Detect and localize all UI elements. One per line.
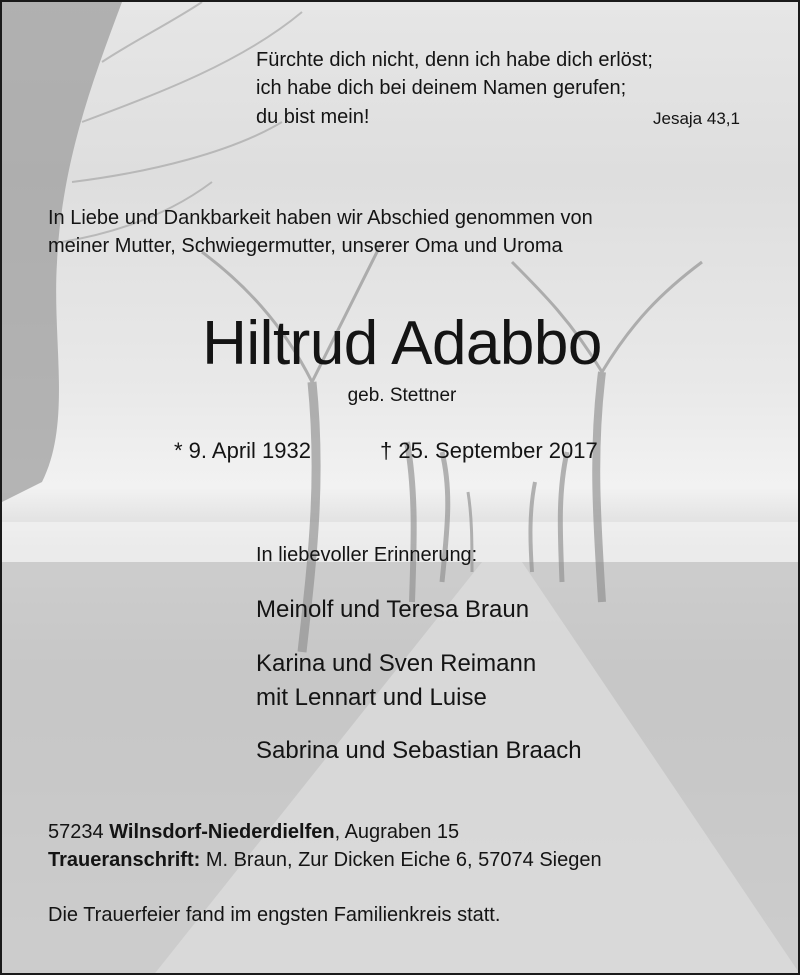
deceased-name: Hiltrud Adabbo xyxy=(202,309,602,378)
family-1: Meinolf und Teresa Braun xyxy=(256,596,530,623)
verse-line-3: du bist mein! xyxy=(256,106,370,128)
birth-date: * 9. April 1932 xyxy=(174,438,311,463)
verse-reference: Jesaja 43,1 xyxy=(653,109,740,128)
family-2-line-1: Karina und Sven Reimann xyxy=(256,650,537,677)
address-town: Wilnsdorf-Niederdielfen xyxy=(109,821,335,843)
address-street: , Augraben 15 xyxy=(334,821,460,843)
verse-line-1: Fürchte dich nicht, denn ich habe dich erlöst; xyxy=(256,49,653,71)
intro-line-1: In Liebe und Dankbarkeit haben wir Abschied genommen von xyxy=(48,207,593,229)
death-date: † 25. September 2017 xyxy=(380,438,598,463)
verse-line-2: ich habe dich bei deinem Namen gerufen; xyxy=(256,77,627,99)
family-2-line-2: mit Lennart und Luise xyxy=(256,684,487,711)
mourners-heading: In liebevoller Erinnerung: xyxy=(256,544,478,566)
intro-line-2: meiner Mutter, Schwiegermutter, unserer Oma und Uroma xyxy=(48,235,563,257)
mourning-address-label: Traueranschrift: xyxy=(48,849,201,871)
address-line xyxy=(48,819,459,845)
address-postcode: 57234 xyxy=(48,821,104,843)
footer-note: Die Trauerfeier fand im engsten Familienkreis statt. xyxy=(48,904,501,926)
mourning-address-value: M. Braun, Zur Dicken Eiche 6, 57074 Siegen xyxy=(200,849,602,871)
mourning-address-line xyxy=(48,847,602,873)
maiden-name: geb. Stettner xyxy=(347,385,457,406)
family-3: Sabrina und Sebastian Braach xyxy=(256,737,582,764)
